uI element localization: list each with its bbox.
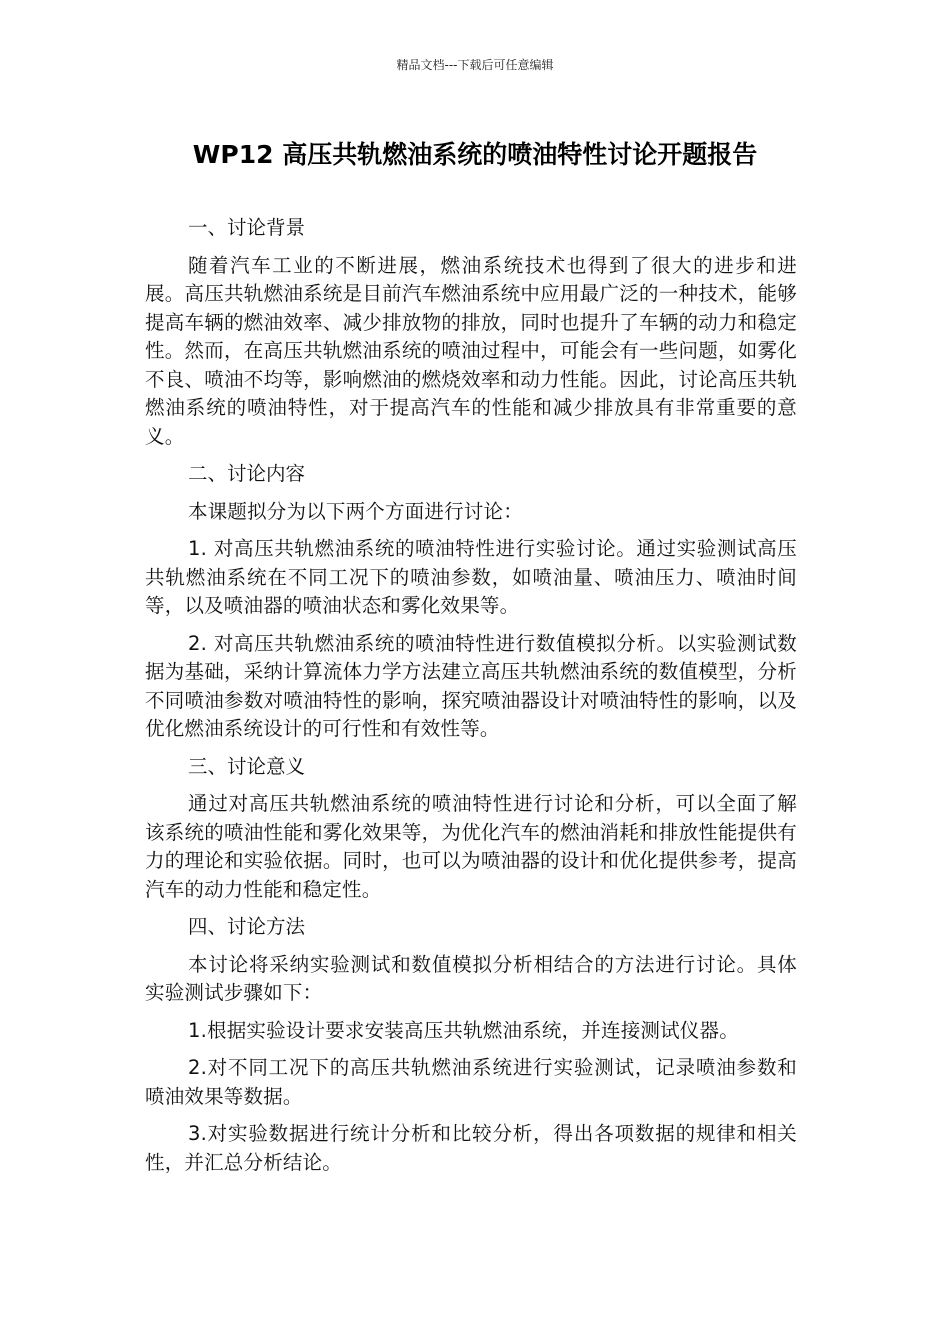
- document-body: [145, 214, 797, 1186]
- content-item-2-paragraph: 2. 对高压共轨燃油系统的喷油特性进行数值模拟分析。以实验测试数据为基础，采纳计算流体力学方法建立高压共轨燃油系统的数值模型，分析不同喷油参数对喷油特性的影响，探究喷油器设计对喷油特性的影响，以及优化燃油系统设计的可行性和有效性等。: [145, 631, 797, 740]
- method-step-3-paragraph: 3.对实验数据进行统计分析和比较分析，得出各项数据的规律和相关性，并汇总分析结论。: [145, 1122, 797, 1174]
- method-intro-paragraph: 本讨论将采纳实验测试和数值模拟分析相结合的方法进行讨论。具体实验测试步骤如下：: [145, 952, 797, 1004]
- section-heading-significance: 三、讨论意义: [188, 754, 306, 778]
- section-heading-content: 二、讨论内容: [188, 462, 306, 485]
- page-header-note: 精品文档---下载后可任意编辑: [396, 58, 554, 72]
- content-item-1-paragraph: 1. 对高压共轨燃油系统的喷油特性进行实验讨论。通过实验测试高压共轨燃油系统在不同工况下的喷油参数，如喷油量、喷油压力、喷油时间等，以及喷油器的喷油状态和雾化效果等。: [145, 537, 797, 617]
- document-title: WP12 高压共轨燃油系统的喷油特性讨论开题报告: [192, 140, 758, 169]
- method-step-2-paragraph: 2.对不同工况下的高压共轨燃油系统进行实验测试，记录喷油参数和喷油效果等数据。: [145, 1056, 797, 1108]
- content-intro-paragraph: 本课题拟分为以下两个方面进行讨论：: [188, 499, 523, 523]
- section-heading-method: 四、讨论方法: [188, 915, 306, 938]
- method-step-1-paragraph: 1.根据实验设计要求安装高压共轨燃油系统，并连接测试仪器。: [188, 1018, 739, 1042]
- section-heading-background: 一、讨论背景: [188, 216, 306, 239]
- significance-paragraph: 通过对高压共轨燃油系统的喷油特性进行讨论和分析，可以全面了解该系统的喷油性能和雾化效果等，为优化汽车的燃油消耗和排放性能提供有力的理论和实验依据。同时，也可以为喷油器的设计和优化提供参考，提高汽车的动力性能和稳定性。: [145, 792, 797, 901]
- background-paragraph: 随着汽车工业的不断进展，燃油系统技术也得到了很大的进步和进展。高压共轨燃油系统是目前汽车燃油系统中应用最广泛的一种技术，能够提高车辆的燃油效率、减少排放物的排放，同时也提升了车辆的动力和稳定性。然而，在高压共轨燃油系统的喷油过程中，可能会有一些问题，如雾化不良、喷油不均等，影响燃油的燃烧效率和动力性能。因此，讨论高压共轨燃油系统的喷油特性，对于提高汽车的性能和减少排放具有非常重要的意义。: [145, 253, 797, 448]
